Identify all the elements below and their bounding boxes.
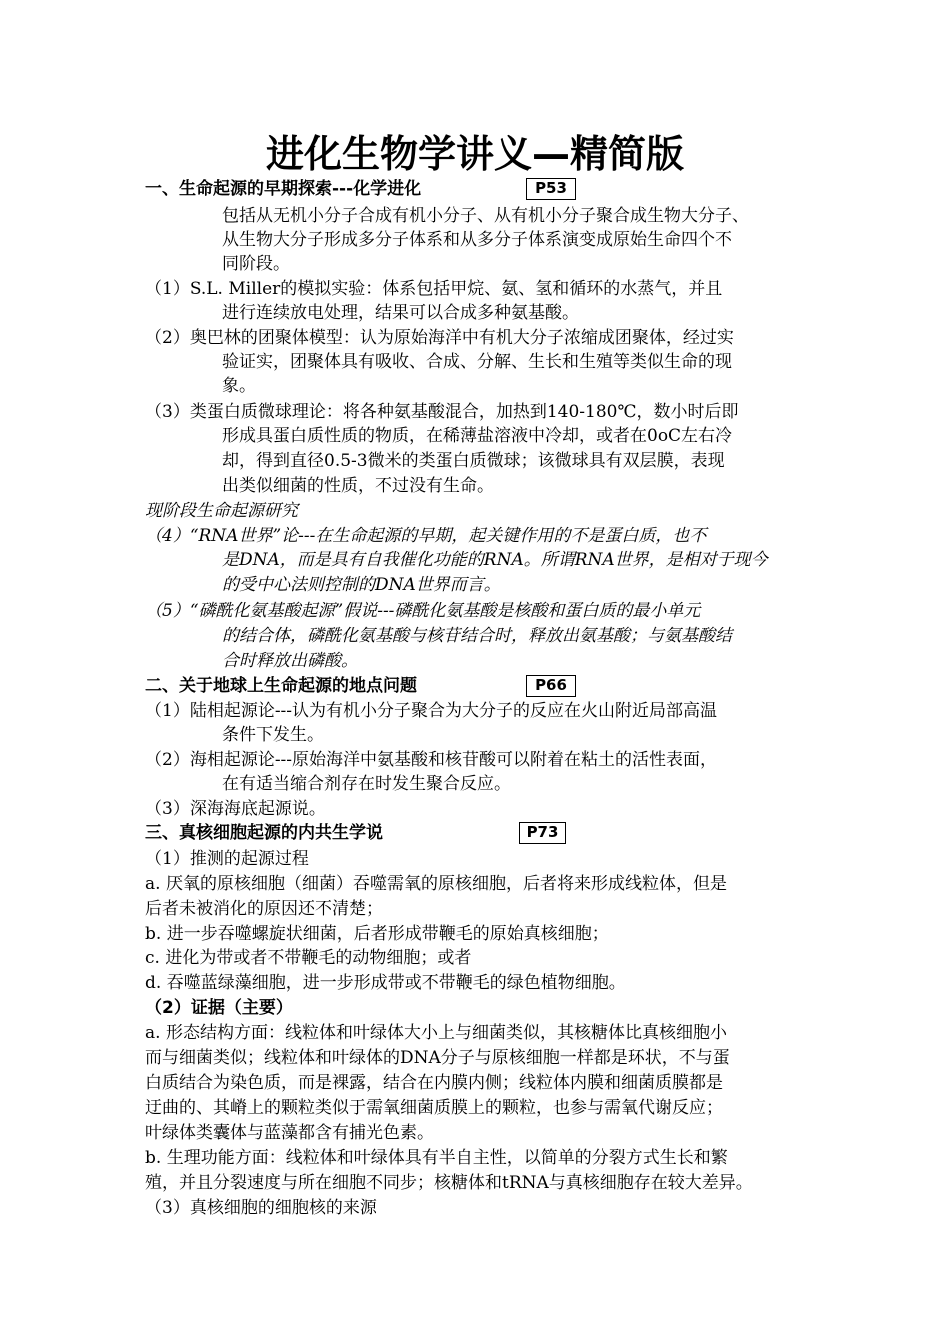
- paragraph-line: 叶绿体类囊体与蓝藻都含有捕光色素。: [145, 1123, 434, 1143]
- subsection-current-research: 现阶段生命起源研究: [145, 501, 298, 521]
- paragraph-line: 象。: [222, 376, 256, 396]
- document-title: 进化生物学讲义—精简版: [265, 132, 684, 176]
- list-item-deep-sea-origin: （3）深海海底起源说。: [145, 799, 326, 819]
- paragraph-line: 出类似细菌的性质，不过没有生命。: [222, 476, 494, 496]
- section-heading-endosymbiosis: 三、真核细胞起源的内共生学说: [145, 823, 383, 843]
- paragraph-line: 的受中心法则控制的DNA世界而言。: [222, 575, 501, 595]
- subheading-origin-process: （1）推测的起源过程: [145, 849, 309, 869]
- paragraph-line: 进行连续放电处理，结果可以合成多种氨基酸。: [222, 303, 579, 323]
- paragraph-line: 条件下发生。: [222, 725, 324, 745]
- list-item-marine-origin: （2）海相起源论---原始海洋中氨基酸和核苷酸可以附着在粘土的活性表面，: [145, 750, 718, 770]
- paragraph-line: c. 进化为带或者不带鞭毛的动物细胞；或者: [145, 948, 472, 968]
- paragraph-line: 合时释放出磷酸。: [222, 651, 358, 671]
- paragraph-line: 从生物大分子形成多分子体系和从多分子体系演变成原始生命四个不: [222, 230, 732, 250]
- paragraph-line: 的结合体，磷酰化氨基酸与核苷结合时，释放出氨基酸；与氨基酸结: [222, 626, 732, 646]
- paragraph-line: 验证实，团聚体具有吸收、合成、分解、生长和生殖等类似生命的现: [222, 352, 732, 372]
- page-reference-badge: P53: [526, 178, 576, 200]
- paragraph-line: 在有适当缩合剂存在时发生聚合反应。: [222, 774, 511, 794]
- subheading-nucleus-origin: （3）真核细胞的细胞核的来源: [145, 1198, 377, 1218]
- paragraph-line: 却，得到直径0.5-3微米的类蛋白质微球；该微球具有双层膜，表现: [222, 451, 725, 471]
- section-heading-origin-location: 二、关于地球上生命起源的地点问题: [145, 676, 417, 696]
- list-item-proteinoid: （3）类蛋白质微球理论：将各种氨基酸混合，加热到140-180℃，数小时后即: [145, 402, 739, 422]
- list-item-terrestrial-origin: （1）陆相起源论---认为有机小分子聚合为大分子的反应在火山附近局部高温: [145, 701, 718, 721]
- list-item-miller: （1）S.L. Miller的模拟实验：体系包括甲烷、氨、氢和循环的水蒸气，并且: [145, 279, 723, 299]
- paragraph-line: b. 进一步吞噬螺旋状细菌，后者形成带鞭毛的原始真核细胞；: [145, 924, 609, 944]
- paragraph-line: 白质结合为染色质，而是裸露，结合在内膜内侧；线粒体内膜和细菌质膜都是: [145, 1073, 723, 1093]
- list-item-phosphoryl-amino-acid: （5）“磷酰化氨基酸起源”假说---磷酰化氨基酸是核酸和蛋白质的最小单元: [145, 601, 701, 621]
- paragraph-line: 是DNA，而是具有自我催化功能的RNA。所谓RNA世界，是相对于现今: [222, 550, 768, 570]
- paragraph-line: 形成具蛋白质性质的物质，在稀薄盐溶液中冷却，或者在0oC左右冷: [222, 426, 733, 446]
- paragraph-line: 而与细菌类似；线粒体和叶绿体的DNA分子与原核细胞一样都是环状，不与蛋: [145, 1048, 730, 1068]
- paragraph-line: d. 吞噬蓝绿藻细胞，进一步形成带或不带鞭毛的绿色植物细胞。: [145, 973, 626, 993]
- list-item-oparin: （2）奥巴林的团聚体模型：认为原始海洋中有机大分子浓缩成团聚体，经过实: [145, 328, 734, 348]
- paragraph-line: a. 形态结构方面：线粒体和叶绿体大小上与细菌类似，其核糖体比真核细胞小: [145, 1023, 727, 1043]
- page-reference-badge: P73: [519, 822, 566, 844]
- paragraph-line: b. 生理功能方面：线粒体和叶绿体具有半自主性，以简单的分裂方式生长和繁: [145, 1148, 728, 1168]
- list-item-rna-world: （4）“RNA世界”论---在生命起源的早期，起关键作用的不是蛋白质，也不: [145, 526, 707, 546]
- paragraph-line: 殖，并且分裂速度与所在细胞不同步；核糖体和tRNA与真核细胞存在较大差异。: [145, 1173, 753, 1193]
- paragraph-line: 后者未被消化的原因还不清楚；: [145, 899, 383, 919]
- paragraph-line: 迂曲的、其嵴上的颗粒类似于需氧细菌质膜上的颗粒，也参与需氧代谢反应；: [145, 1098, 723, 1118]
- section-heading-chemical-evolution: 一、生命起源的早期探索---化学进化: [145, 179, 422, 199]
- page-reference-badge: P66: [526, 675, 576, 697]
- paragraph-line: 包括从无机小分子合成有机小分子、从有机小分子聚合成生物大分子、: [222, 206, 749, 226]
- subheading-evidence: （2）证据（主要）: [145, 998, 293, 1018]
- paragraph-line: a. 厌氧的原核细胞（细菌）吞噬需氧的原核细胞，后者将来形成线粒体，但是: [145, 874, 727, 894]
- paragraph-line: 同阶段。: [222, 254, 290, 274]
